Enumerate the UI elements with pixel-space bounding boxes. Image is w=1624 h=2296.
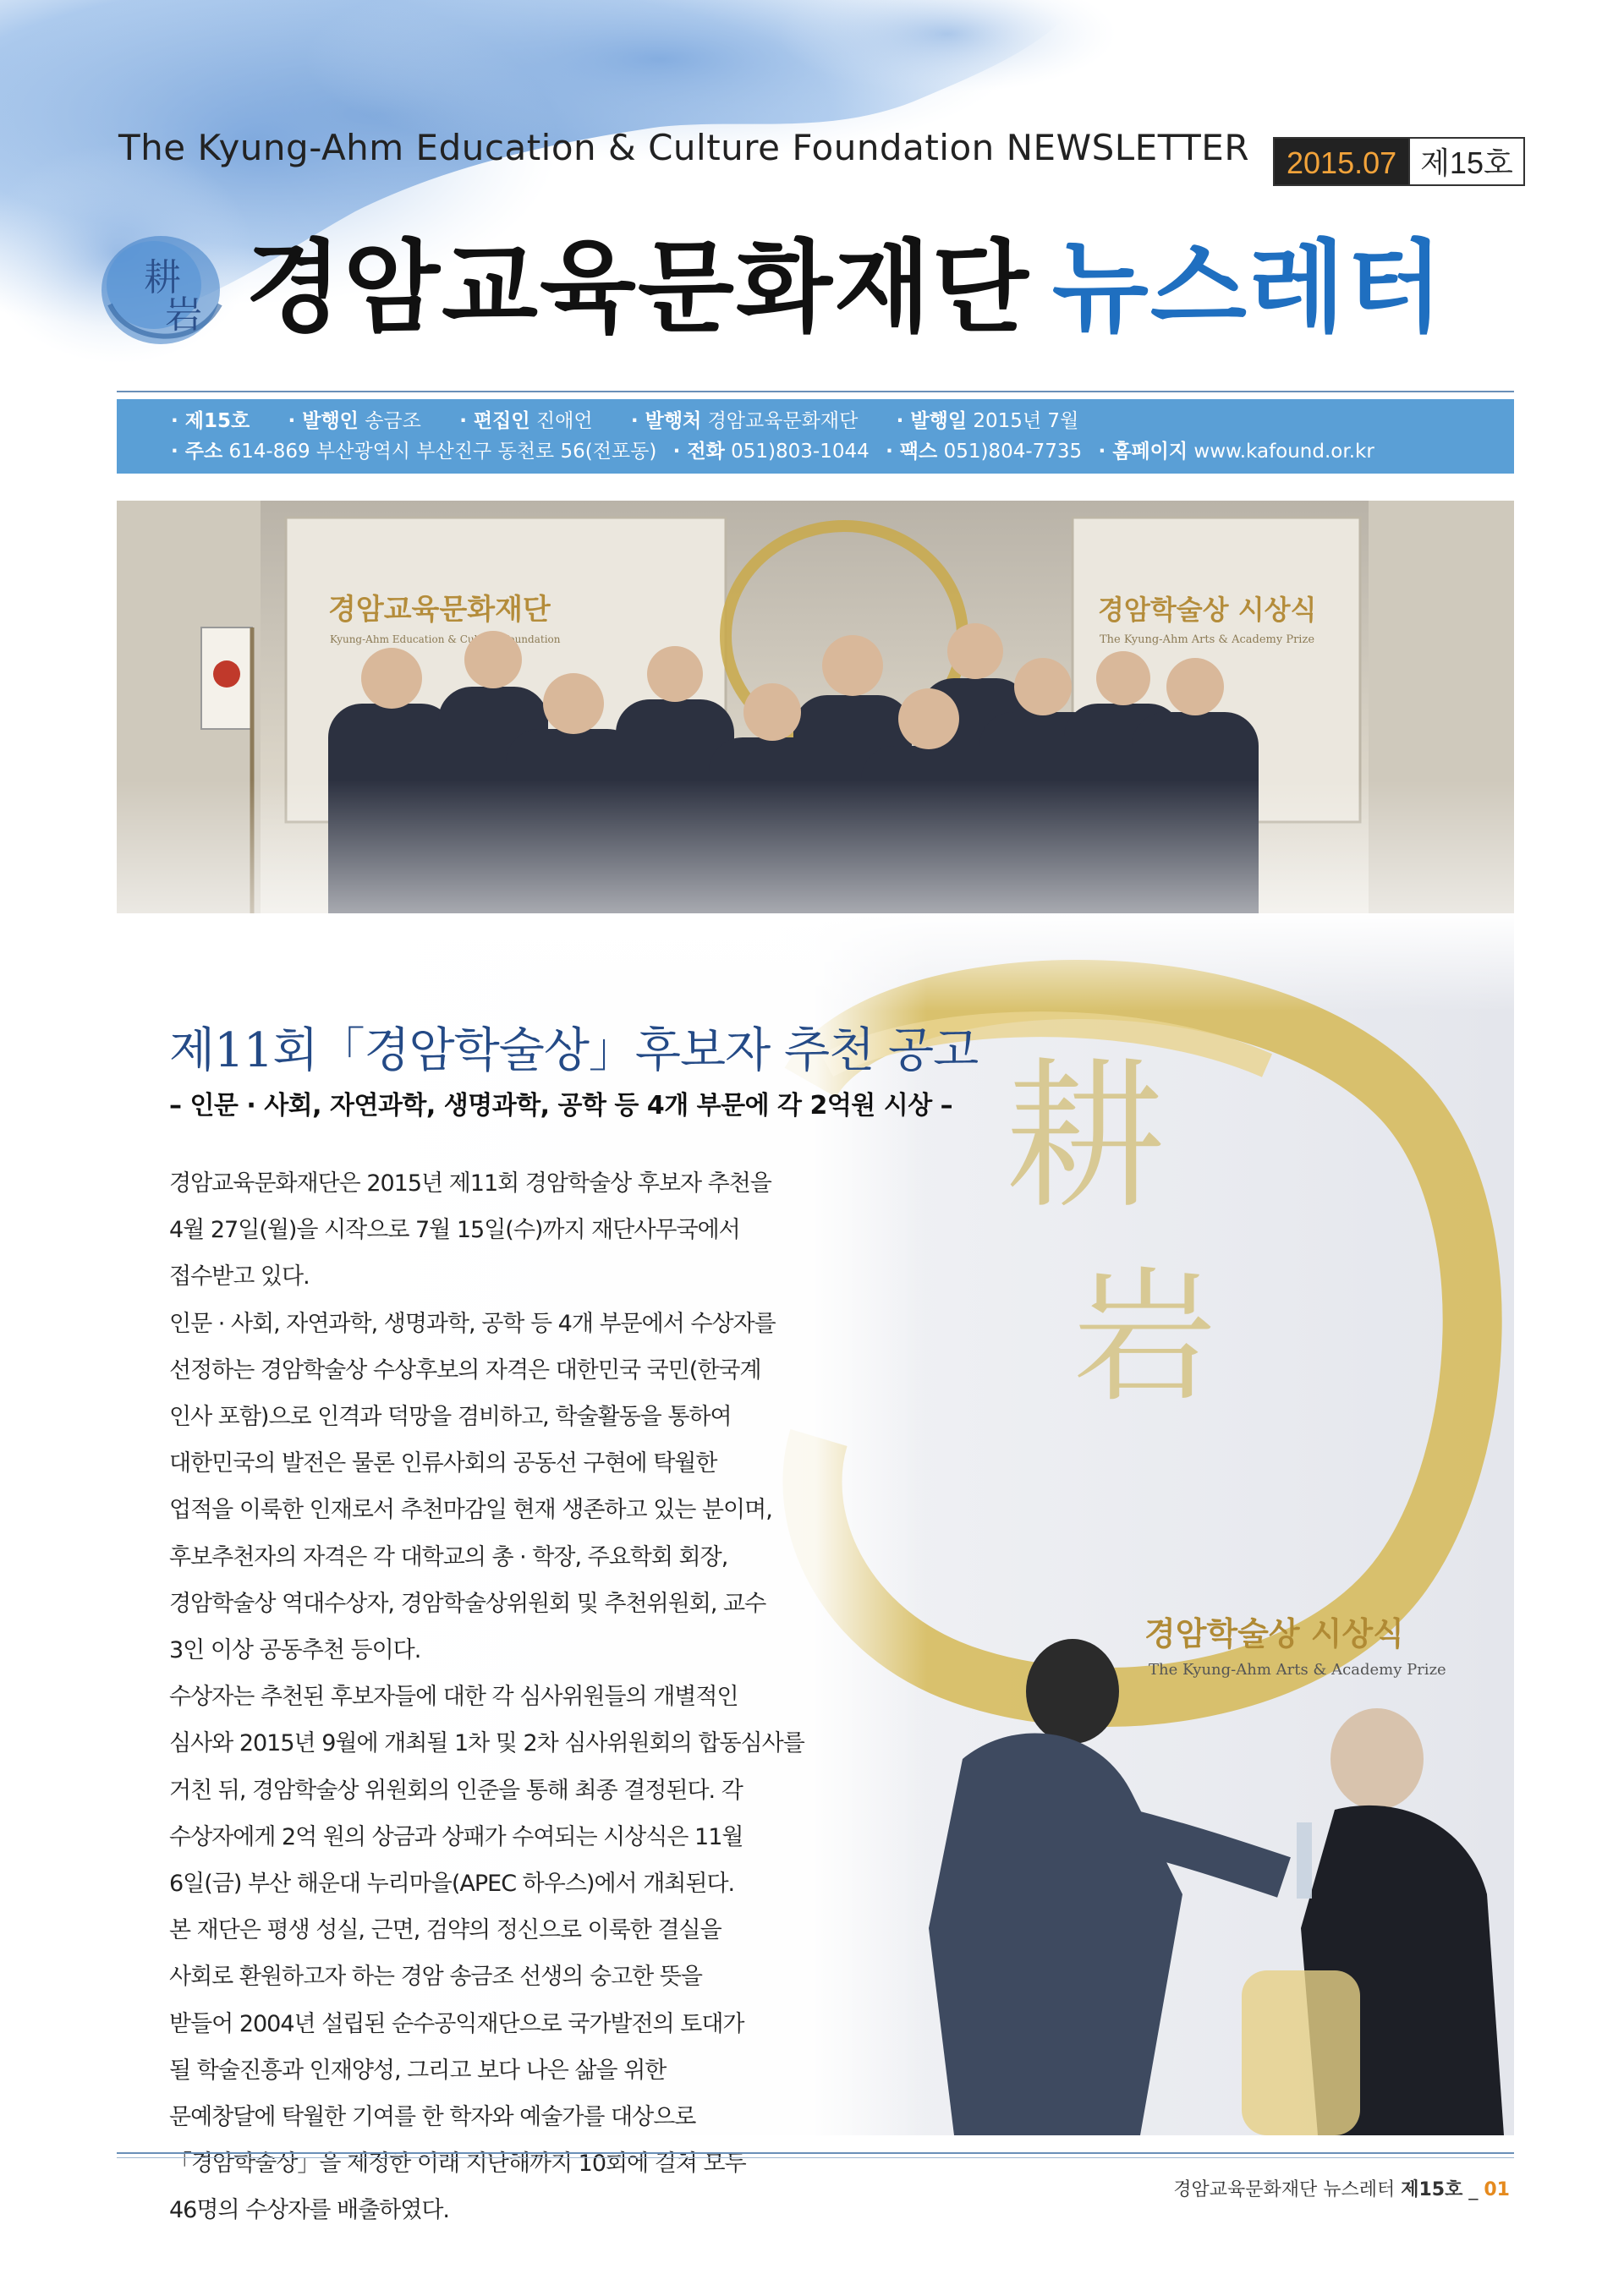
korean-title xyxy=(245,228,1445,347)
info-homepage[interactable]: · 홈페이지 www.kafound.or.kr xyxy=(1098,441,1374,463)
header-rule xyxy=(117,391,1514,392)
info-fax: · 팩스 051)804-7735 xyxy=(886,441,1083,463)
article-line: 될 학술진흥과 인재양성, 그리고 보다 나은 삶을 위한 xyxy=(169,2057,667,2084)
article-line: 6일(금) 부산 해운대 누리마을(APEC 하우스)에서 개최된다. xyxy=(169,1871,735,1898)
article-line: 본 재단은 평생 성실, 근면, 검약의 정신으로 이룩한 결실을 xyxy=(169,1917,721,1944)
article-line: 대한민국의 발전은 물론 인류사회의 공동선 구현에 탁월한 xyxy=(169,1450,717,1477)
article-title: 제11회「경암학술상」후보자 추천 공고 xyxy=(169,1023,979,1078)
info-issuer: · 발행처 경암교육문화재단 xyxy=(630,410,859,432)
info-issue: · 제15호 xyxy=(171,410,250,432)
article-line: 받들어 2004년 설립된 순수공익재단으로 국가발전의 토대가 xyxy=(169,2010,744,2037)
info-publisher: · 발행인 송금조 xyxy=(288,410,421,432)
article-line: 3인 이상 공동추천 등이다. xyxy=(169,1637,421,1664)
article-line: 수상자에게 2억 원의 상금과 상패가 수여되는 시상식은 11월 xyxy=(169,1823,743,1850)
article-line: 경암학술상 역대수상자, 경암학술상위원회 및 추천위원회, 교수 xyxy=(169,1590,766,1617)
issue-badge xyxy=(1273,137,1525,186)
page-number: 01 xyxy=(1484,2179,1510,2200)
footer-publication: 경암교육문화재단 뉴스레터 xyxy=(1173,2179,1396,2200)
foundation-logo xyxy=(93,224,228,351)
article-line: 접수받고 있다. xyxy=(169,1263,310,1290)
korean-title-accent: 뉴스레터 xyxy=(1051,229,1445,346)
publication-info-bar xyxy=(117,399,1514,474)
page-footer xyxy=(1173,2175,1510,2201)
article-line: 선정하는 경암학술상 수상후보의 자격은 대한민국 국민(한국계 xyxy=(169,1356,761,1384)
article-body xyxy=(169,1160,804,2234)
info-date: · 발행일 2015년 7월 xyxy=(896,410,1079,432)
article-line: 업적을 이룩한 인재로서 추천마감일 현재 생존하고 있는 분이며, xyxy=(169,1497,772,1524)
footer-rule xyxy=(117,2152,1514,2154)
article-line: 46명의 수상자를 배출하였다. xyxy=(169,2197,450,2224)
article-line: 경암교육문화재단은 2015년 제11회 경암학술상 후보자 추천을 xyxy=(169,1170,771,1197)
issue-date: 2015.07 xyxy=(1275,139,1408,184)
logo-char-top: 耕 xyxy=(144,256,181,299)
article-line: 인사 포함)으로 인격과 덕망을 겸비하고, 학술활동을 통하여 xyxy=(169,1404,732,1431)
article-line: 4월 27일(월)을 시작으로 7월 15일(수)까지 재단사무국에서 xyxy=(169,1217,740,1244)
article-line: 사회로 환원하고자 하는 경암 송금조 선생의 숭고한 뜻을 xyxy=(169,1964,702,1991)
article-line: 문예창달에 탁월한 기여를 한 학자와 예술가를 대상으로 xyxy=(169,2104,696,2131)
article-line: 거친 뒤, 경암학술상 위원회의 인준을 통해 최종 결정된다. 각 xyxy=(169,1777,743,1804)
article-line: 후보추천자의 자격은 각 대학교의 총 · 학장, 주요학회 회장, xyxy=(169,1543,728,1570)
info-address: · 주소 614-869 부산광역시 부산진구 동천로 56(전포동) xyxy=(171,441,657,463)
english-title: The Kyung-Ahm Education & Culture Foundation NEWSLETTER xyxy=(118,127,1250,168)
footer-issue: 제15호 xyxy=(1401,2179,1463,2200)
article-subtitle: – 인문 · 사회, 자연과학, 생명과학, 공학 등 4개 부문에 각 2억원 시상 – xyxy=(169,1091,953,1121)
footer-separator: _ xyxy=(1468,2179,1479,2200)
info-row-2 xyxy=(171,436,1514,467)
article-line: 「경암학술상」을 제정한 이래 지난해까지 10회에 걸쳐 모두 xyxy=(169,2151,746,2178)
issue-number: 제15호 xyxy=(1408,139,1523,184)
article-line: 심사와 2015년 9월에 개최될 1차 및 2차 심사위원회의 합동심사를 xyxy=(169,1730,804,1757)
info-row-1 xyxy=(171,406,1514,436)
info-editor: · 편집인 진애언 xyxy=(459,410,593,432)
footer-rule-thin xyxy=(117,2157,1514,2158)
article-line: 수상자는 추천된 후보자들에 대한 각 심사위원들의 개별적인 xyxy=(169,1684,738,1711)
article-line: 인문 · 사회, 자연과학, 생명과학, 공학 등 4개 부문에서 수상자를 xyxy=(169,1310,776,1337)
info-phone: · 전화 051)803-1044 xyxy=(672,441,870,463)
korean-title-main: 경암교육문화재단 xyxy=(245,229,1030,346)
logo-char-bottom: 岩 xyxy=(165,293,202,337)
